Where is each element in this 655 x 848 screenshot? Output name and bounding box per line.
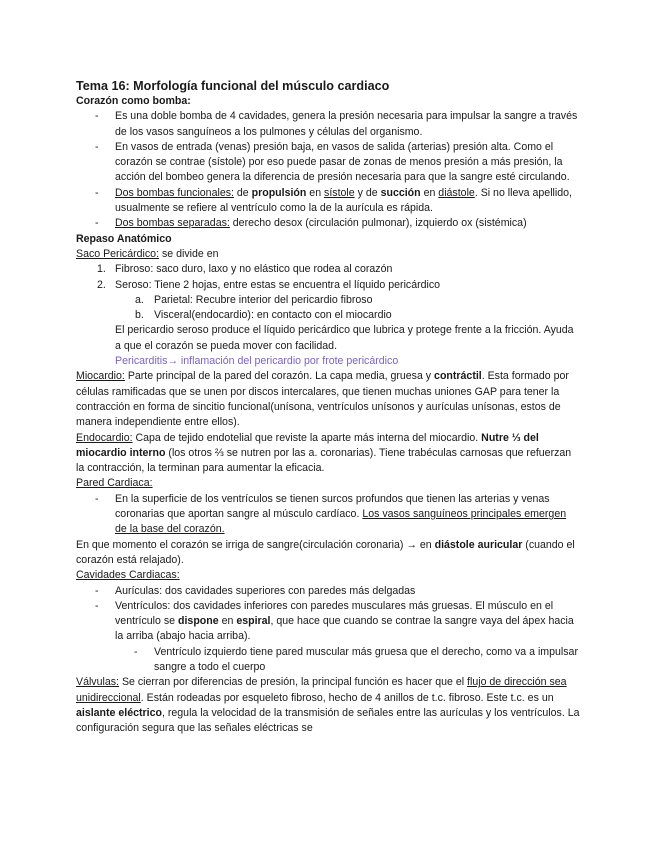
text-run: en [420, 186, 439, 199]
bold-term: dispone [178, 615, 219, 628]
text-run: , que hace que cuando se contrae la sangre vaya del ápex hacia la arriba (abajo hacia arriba). [115, 615, 574, 643]
section-heading-bomba: Corazón como bomba: [76, 95, 191, 107]
document-body [76, 78, 580, 736]
text-run: . Si no lleva apellido, usualmente se refiere al ventrículo como la de la aurícula es rápida. [115, 186, 572, 215]
irrigacion-paragraph [76, 538, 580, 569]
text-run: Fibroso: saco duro, laxo y no elástico que rodea al corazón [115, 263, 393, 276]
text-run: Parte principal de la pared del corazón. La capa media, gruesa y [124, 370, 435, 383]
bullet-bomba-2: - En vasos de entrada (venas) presión baja, en vasos de salida (arterias) presión alta. Como el corazón se contrae (sístole) por eso puede pasar de zonas de menos presión a más presión, la acción del bombeo genera la diferencia de presión necesaria para que la sangre esté circulando. [76, 140, 580, 186]
text-run: . Están rodeadas por esqueleto fibroso, hecho de 4 anillos de t.c. fibroso. Este t.c. es un [140, 691, 554, 704]
endocardio-paragraph [76, 431, 580, 477]
text-run: En la superficie de los ventrículos se tienen surcos profundos que tienen las arterias y venas coronarias que aportan sangre al músculo cardíaco. [115, 492, 550, 521]
underlined-term: Los vasos sanguíneos principales emergen de la base del corazón. [115, 508, 567, 536]
text-run: en [306, 186, 325, 199]
underlined-term: Válvulas: [76, 676, 119, 689]
list-number: 2. [97, 278, 106, 291]
list-number: 1. [97, 263, 106, 276]
text-run: Capa de tejido endotelial que reviste la aparte más interna del miocardio. [132, 431, 482, 444]
bullet-bomba-3 [76, 186, 580, 217]
list-letter: a. [135, 293, 144, 306]
bold-term: espiral [236, 615, 271, 628]
valvulas-paragraph [76, 675, 580, 736]
pared-cardiaca-label: Pared Cardiaca: [76, 477, 153, 490]
text-run: en [218, 615, 237, 628]
underlined-term: Miocardio: [76, 370, 125, 383]
text-run: (cuando el corazón está relajado). [76, 538, 575, 566]
text-run: de [233, 186, 252, 199]
saco-pericardico-line [76, 247, 580, 262]
text-run: Seroso: Tiene 2 hojas, entre estas se encuentra el líquido pericárdico [115, 278, 441, 291]
list-letter: b. [135, 309, 144, 322]
bullet-pared-1 [76, 492, 580, 538]
bold-term: aislante eléctrico [76, 706, 162, 719]
text-run: (los otros ⅔ se nutren por las a. coronarias). Tiene trabéculas carnosas que refuerzan la contracción, la terminan para aumentar la eficacia. [76, 446, 572, 475]
text-run: Parietal: Recubre interior del pericardio fibroso [154, 293, 373, 306]
miocardio-paragraph [76, 369, 580, 430]
lettered-item-b [76, 308, 580, 323]
pericarditis-note: Pericarditis→ inflamación del pericardio por frote pericárdico [115, 355, 399, 368]
bold-term: Nutre ⅓ del miocardio interno [76, 431, 539, 459]
sub-bullet-cavidades-1: - Ventrículo izquierdo tiene pared muscular más gruesa que el derecho, como va a impulsar sangre a todo el cuerpo [76, 645, 580, 676]
text-run: Visceral(endocardio): en contacto con el miocardio [154, 309, 392, 322]
bold-term: succión [380, 186, 421, 199]
page-title: Tema 16: Morfología funcional del músculo cardiaco [76, 79, 390, 93]
text-run: , regula la velocidad de la transmisión de señales entre las aurículas y los ventrículos. La configuración segura que las señales eléctricas se [76, 706, 580, 735]
numbered-item-1 [76, 262, 580, 277]
text-run: y de [354, 186, 381, 199]
underlined-term: sístole [324, 186, 355, 199]
bullet-cavidades-1: - Aurículas: dos cavidades superiores con paredes más delgadas [76, 584, 580, 599]
lettered-item-a [76, 293, 580, 308]
underlined-term: Saco Pericárdico: [76, 247, 160, 260]
cavidades-label: Cavidades Cardiacas: [76, 569, 180, 582]
section-heading-repaso: Repaso Anatómico [76, 232, 172, 245]
underlined-term: diástole [438, 186, 475, 199]
bold-term: propulsión [251, 186, 307, 199]
text-run: . Esta formado por células ramificadas que se unen por discos intercalares, que tienen muchas uniones GAP para tener la contracción en forma de sincitio funcional(unísona, ventrículos unísonos y aurículas unísonas, estos de manera independiente entre ellos). [76, 370, 569, 429]
bold-term: diástole auricular [434, 538, 523, 551]
text-run: En que momento el corazón se irriga de sangre(circulación coronaria) → en [76, 538, 435, 551]
bold-term: contráctil [434, 370, 482, 383]
text-run: derecho desox (circulación pulmonar), izquierdo ox (sistémica) [229, 217, 527, 230]
underlined-term: Dos bombas funcionales: [115, 186, 234, 199]
underlined-term: Endocardio: [76, 431, 133, 444]
bullet-cavidades-2 [76, 599, 580, 645]
text-run: se divide en [159, 247, 219, 260]
underlined-term: Dos bombas separadas: [115, 217, 230, 230]
bullet-bomba-1: - Es una doble bomba de 4 cavidades, genera la presión necesaria para impulsar la sangre a través de los vasos sanguíneos a los pulmones y células del organismo. [76, 109, 580, 140]
text-run: Ventrículos: dos cavidades inferiores con paredes musculares más gruesas. El músculo en el ventrículo se [115, 599, 554, 628]
text-run: Se cierran por diferencias de presión, la principal función es hacer que el [119, 676, 468, 689]
bullet-bomba-4 [76, 216, 580, 231]
seroso-note: El pericardio seroso produce el líquido pericárdico que lubrica y protege frente a la fricción. Ayuda a que el corazón se pueda mover con facilidad. [115, 324, 574, 352]
numbered-item-2 [76, 278, 580, 293]
underlined-term: flujo de dirección sea unidireccional [76, 676, 567, 704]
